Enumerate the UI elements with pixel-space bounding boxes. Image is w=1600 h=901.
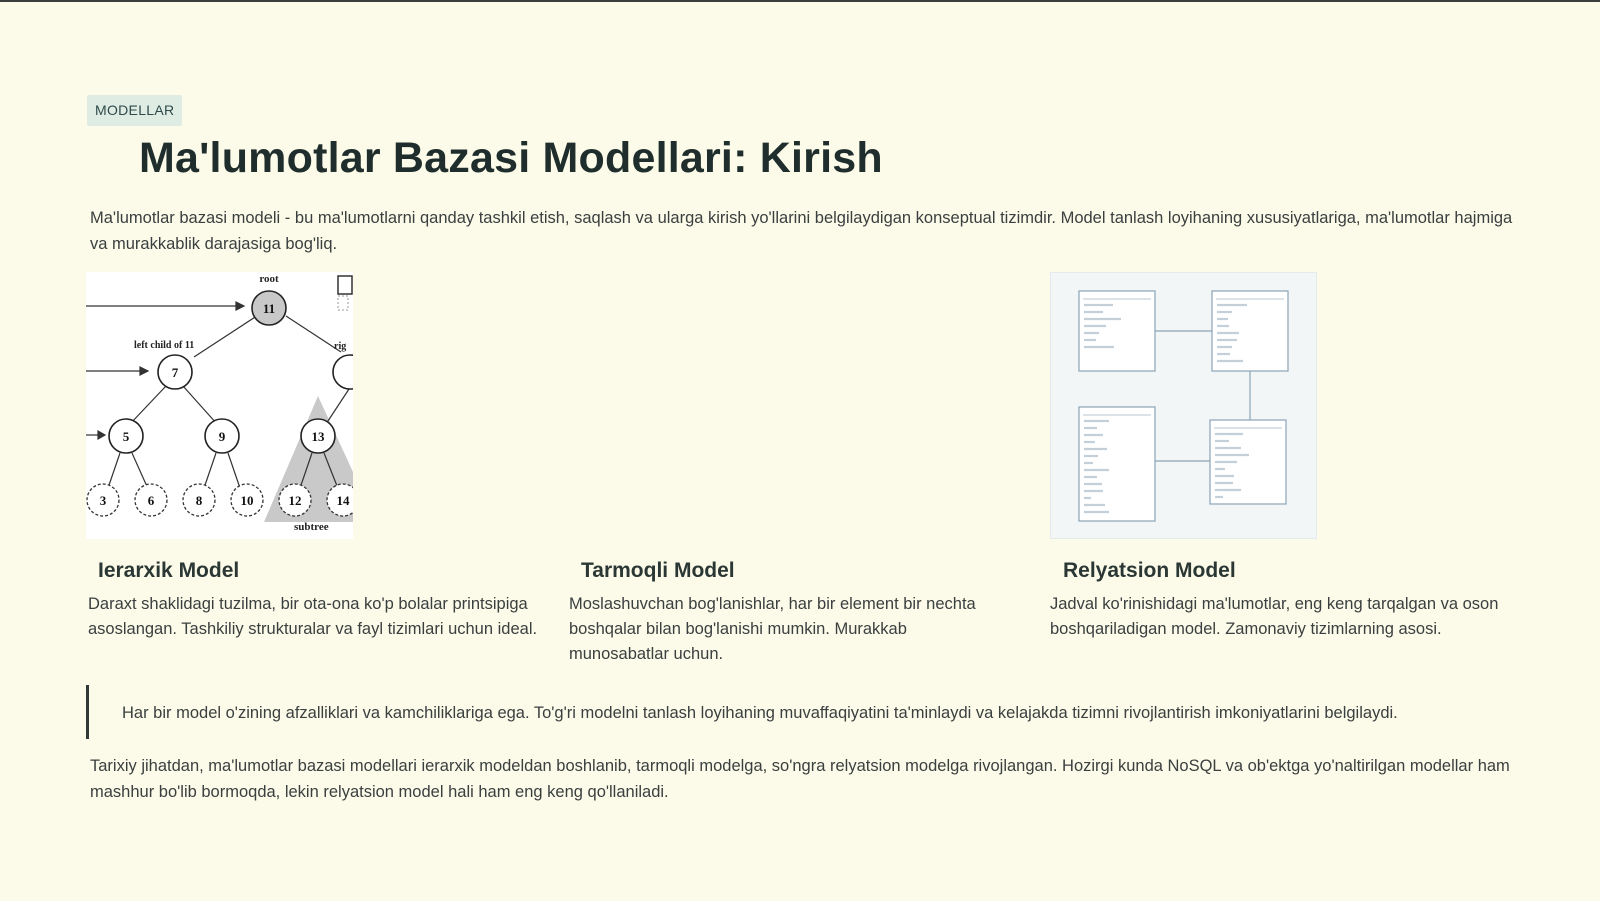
er-svg [1051, 273, 1316, 538]
svg-text:7: 7 [171, 365, 179, 380]
svg-text:5: 5 [122, 429, 130, 444]
tree-node [333, 355, 353, 389]
model-heading-hierarchical: Ierarxik Model [98, 559, 240, 582]
tree-svg [86, 272, 353, 539]
model-heading-network: Tarmoqli Model [581, 559, 735, 582]
tree-node [252, 291, 286, 325]
tree-node [205, 419, 239, 453]
left-child-label: left child of 11 [134, 340, 195, 351]
history-paragraph: Tarixiy jihatdan, ma'lumotlar bazasi modellari ierarxik modeldan boshlanib, tarmoqli modelga, so'ngra relyatsion modelga rivojlangan. Hozirgi kunda NoSQL va ob'ektga yo'naltirilgan modellar ham mashhur bo'lib bormoqda, lekin relyatsion model hali ham eng keng qo'llaniladi. [90, 757, 1510, 801]
svg-text:13: 13 [311, 429, 325, 444]
table-box [1212, 291, 1288, 371]
model-description-network: Moslashuvchan bog'lanishlar, har bir element bir nechta boshqalar bilan bog'lanishi mumkin. Murakkab munosabatlar uchun. [569, 595, 976, 663]
quote-text: Har bir model o'zining afzalliklari va kamchiliklariga ega. To'g'ri modelni tanlash loyihaning muvaffaqiyatini ta'minlaydi va kelajakda tizimni rivojlantirish imkoniyatlarini belgilaydi. [122, 704, 1398, 722]
page-title: Ma'lumotlar Bazasi Modellari: Kirish [139, 134, 883, 182]
model-description-hierarchical: Daraxt shaklidagi tuzilma, bir ota-ona ko'p bolalar printsipiga asoslangan. Tashkiliy strukturalar va fayl tizimlari uchun ideal. [88, 595, 538, 638]
model-heading-relational: Relyatsion Model [1063, 559, 1236, 582]
root-label: root [259, 273, 279, 285]
svg-text:9: 9 [218, 429, 226, 444]
intro-paragraph: Ma'lumotlar bazasi modeli - bu ma'lumotlarni qanday tashkil etish, saqlash va ularga kirish yo'llarini belgilaydigan konseptual tizimdir. Model tanlash loyihaning xususiyatlariga, ma'lumotlar hajmiga va murakkablik darajasiga bog'liq. [90, 209, 1513, 253]
tree-node [158, 355, 192, 389]
leaf-node-label: 3 [99, 493, 107, 508]
section-tag: MODELLAR [87, 95, 182, 126]
leaf-node-label: 14 [336, 493, 350, 508]
svg-text:11: 11 [262, 301, 276, 316]
tree-node [301, 419, 335, 453]
top-border [0, 0, 1600, 2]
table-box [1079, 291, 1155, 371]
leaf-node-label: 6 [147, 493, 155, 508]
tree-node [109, 419, 143, 453]
leaf-node-label: 10 [240, 493, 254, 508]
relational-diagram [1050, 272, 1317, 539]
leaf-node-label: 12 [288, 493, 302, 508]
subtree-label: subtree [294, 521, 329, 533]
leaf-node-label: 8 [195, 493, 203, 508]
binary-tree-diagram [86, 272, 353, 539]
model-description-relational: Jadval ko'rinishidagi ma'lumotlar, eng keng tarqalgan va oson boshqariladigan model. Zamonaviy tizimlarning asosi. [1050, 595, 1499, 638]
blockquote [86, 685, 1566, 739]
right-child-label: rig [334, 341, 347, 352]
